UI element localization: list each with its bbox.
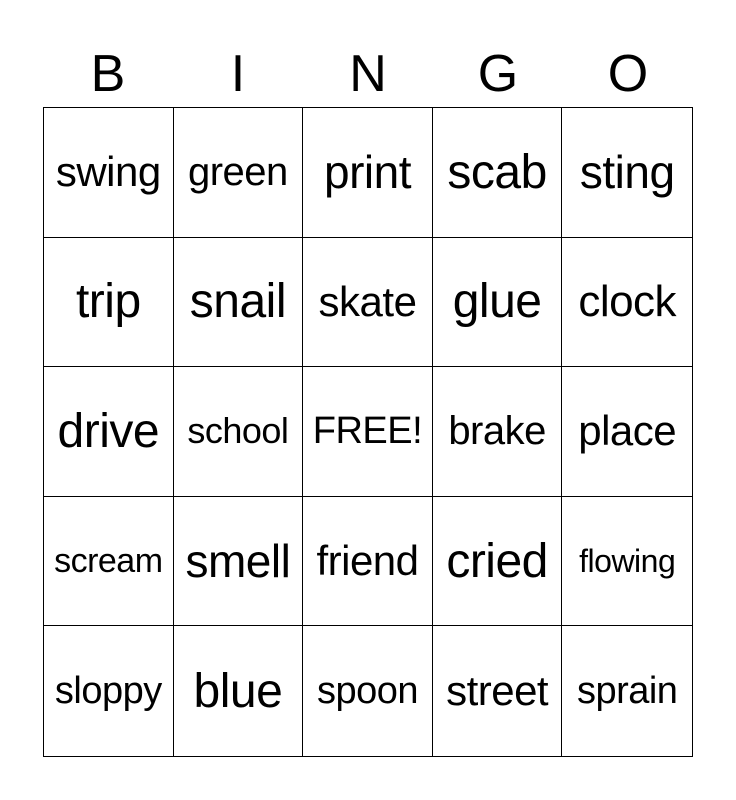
bingo-cell[interactable]: friend — [303, 497, 433, 627]
bingo-cell[interactable]: spoon — [303, 626, 433, 756]
bingo-cell[interactable]: trip — [44, 238, 174, 368]
free-space-cell[interactable]: FREE! — [303, 367, 433, 497]
bingo-cell[interactable]: smell — [174, 497, 304, 627]
header-letter-i: I — [230, 45, 246, 103]
bingo-cell[interactable]: swing — [44, 108, 174, 238]
bingo-cell[interactable]: school — [174, 367, 304, 497]
bingo-cell[interactable]: scab — [433, 108, 563, 238]
bingo-header — [43, 40, 693, 108]
header-letter-b: B — [90, 45, 126, 103]
bingo-cell[interactable]: print — [303, 108, 433, 238]
bingo-cell[interactable]: clock — [562, 238, 692, 368]
bingo-cell[interactable]: drive — [44, 367, 174, 497]
header-letter-n: N — [349, 45, 387, 103]
bingo-cell[interactable]: street — [433, 626, 563, 756]
bingo-cell[interactable]: sprain — [576, 669, 678, 712]
header-letter-o: O — [607, 45, 649, 103]
bingo-cell[interactable]: place — [562, 367, 692, 497]
bingo-cell[interactable]: blue — [174, 626, 304, 756]
bingo-cell[interactable]: green — [174, 108, 304, 238]
bingo-cell[interactable]: snail — [174, 238, 304, 368]
bingo-cell[interactable]: glue — [433, 238, 563, 368]
bingo-cell[interactable]: brake — [433, 367, 563, 497]
bingo-cell[interactable]: cried — [433, 497, 563, 627]
bingo-cell[interactable]: sting — [562, 108, 692, 238]
header-letter-g: G — [477, 45, 519, 103]
bingo-cell[interactable]: scream — [44, 497, 174, 627]
bingo-cell[interactable]: flowing — [562, 497, 692, 627]
bingo-board — [43, 107, 693, 757]
bingo-cell[interactable]: skate — [303, 238, 433, 368]
bingo-cell[interactable]: sloppy — [44, 626, 174, 756]
